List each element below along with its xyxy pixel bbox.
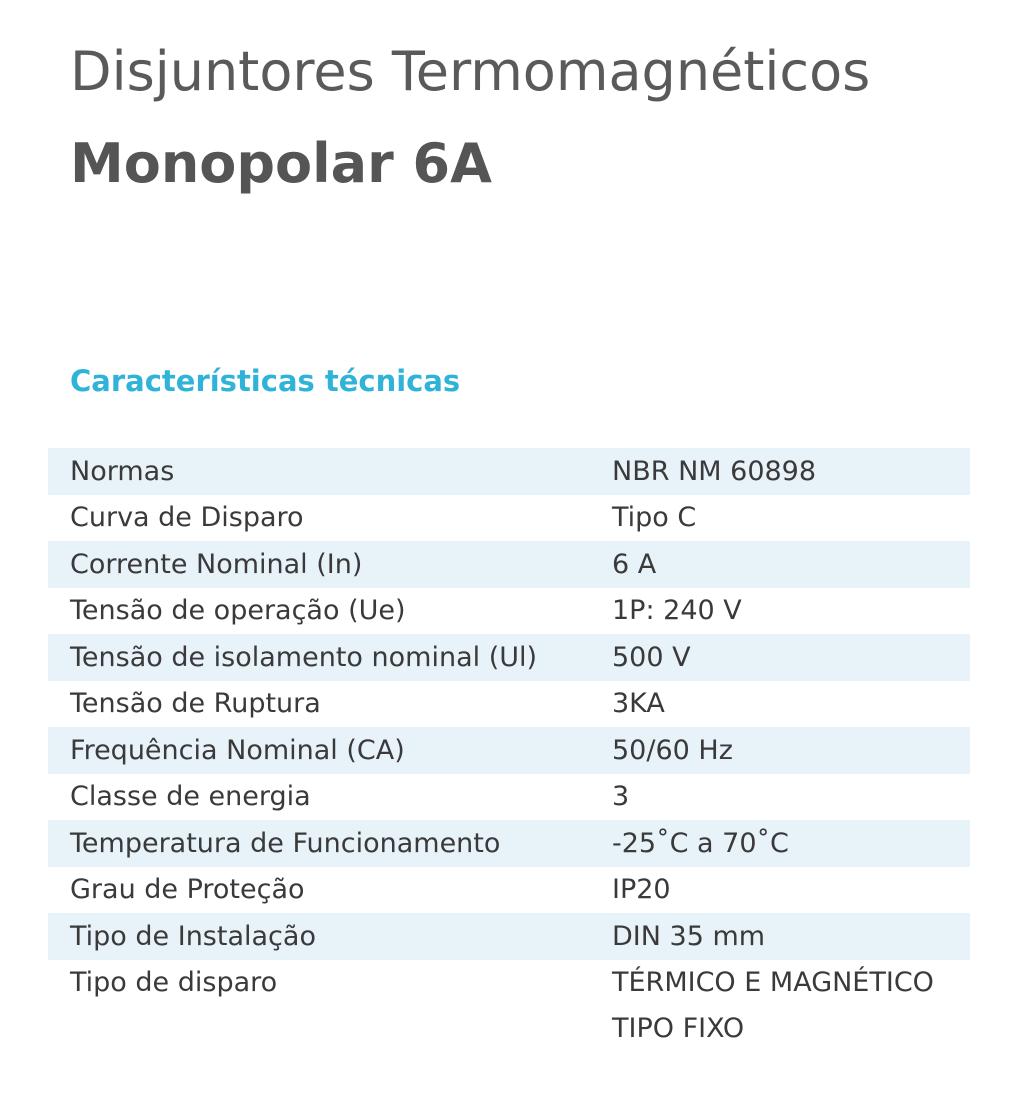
table-row <box>48 913 970 960</box>
table-row <box>48 681 970 728</box>
spec-label: Classe de energia <box>70 781 311 813</box>
table-row <box>48 960 970 1053</box>
spec-value <box>612 960 970 1053</box>
spec-value: NBR NM 60898 <box>612 455 817 487</box>
spec-value: Tipo C <box>612 502 697 534</box>
table-row <box>48 634 970 681</box>
section-heading: Características técnicas <box>70 364 461 398</box>
table-row <box>48 774 970 821</box>
spec-value: IP20 <box>612 874 671 906</box>
spec-label: Curva de Disparo <box>70 502 304 534</box>
spec-label: Tipo de disparo <box>70 966 278 998</box>
spec-value: 3 <box>612 781 630 813</box>
spec-value: 3KA <box>612 688 665 720</box>
spec-value: DIN 35 mm <box>612 920 766 952</box>
table-row <box>48 495 970 542</box>
spec-value: 500 V <box>612 641 691 673</box>
spec-label: Tipo de Instalação <box>70 920 316 952</box>
spec-label: Frequência Nominal (CA) <box>70 734 405 766</box>
spec-label: Normas <box>70 455 175 487</box>
table-row <box>48 727 970 774</box>
page-title: Disjuntores Termomagnéticos <box>70 40 871 103</box>
spec-value: 50/60 Hz <box>612 734 733 766</box>
spec-label: Grau de Proteção <box>70 874 305 906</box>
table-row <box>48 448 970 495</box>
table-row <box>48 867 970 914</box>
table-row <box>48 541 970 588</box>
spec-label: Temperatura de Funcionamento <box>70 827 501 859</box>
spec-value-line: TÉRMICO E MAGNÉTICO <box>612 966 934 998</box>
page-subtitle: Monopolar 6A <box>70 132 492 195</box>
spec-label: Tensão de isolamento nominal (Ul) <box>70 641 538 673</box>
spec-label: Tensão de operação (Ue) <box>70 595 406 627</box>
spec-value: 6 A <box>612 548 657 580</box>
spec-value-line: TIPO FIXO <box>612 1013 745 1044</box>
spec-label: Tensão de Ruptura <box>70 688 321 720</box>
spec-table <box>48 448 970 1053</box>
table-row <box>48 588 970 635</box>
spec-label: Corrente Nominal (In) <box>70 548 363 580</box>
spec-value: 1P: 240 V <box>612 595 742 627</box>
table-row <box>48 820 970 867</box>
spec-value: -25˚C a 70˚C <box>612 827 789 859</box>
